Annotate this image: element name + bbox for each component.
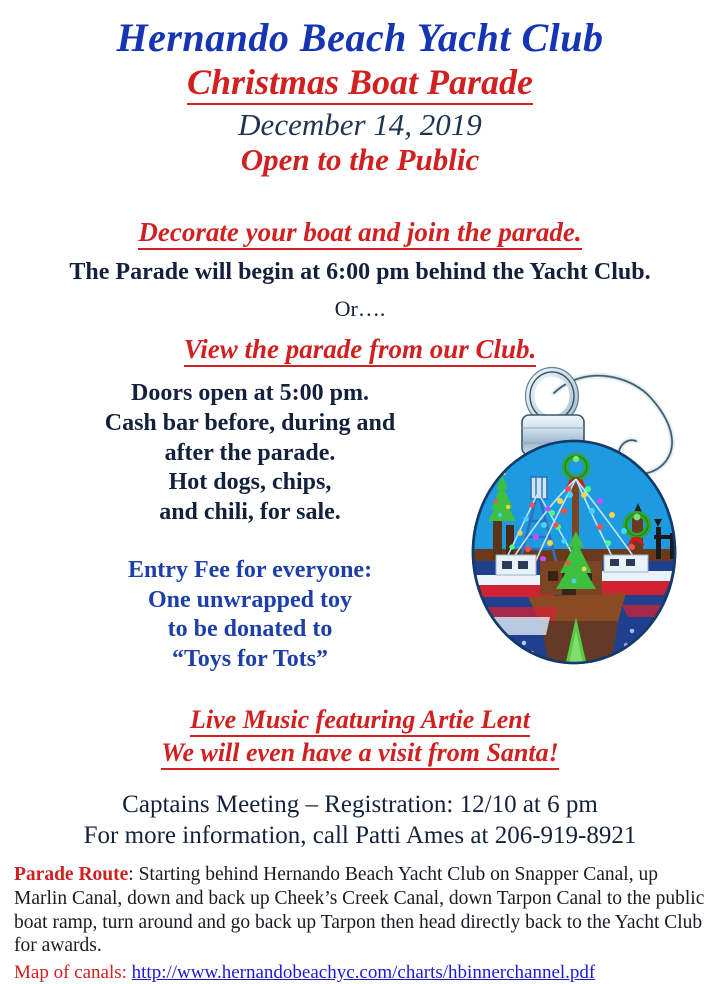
view-club-headline: [0, 334, 720, 365]
map-of-canals-label: Map of canals:: [14, 961, 132, 983]
parade-route-label: Parade Route: [14, 864, 129, 886]
or-line: Or….: [334, 296, 386, 321]
live-music-line: Live Music featuring Artie Lent: [190, 705, 530, 737]
more-information-line: For more information, call Patti Ames at 206-919-8921: [83, 821, 637, 849]
captains-meeting-line: Captains Meeting – Registration: 12/10 at 6 pm: [122, 791, 598, 819]
flyer-header: [0, 0, 720, 175]
parade-begin-line: The Parade will begin at 6:00 pm behind the Yacht Club.: [69, 259, 651, 285]
food-line-2: and chili, for sale.: [159, 499, 341, 525]
food-line-1: Hot dogs, chips,: [168, 469, 332, 496]
view-club-headline-text: View the parade from our Club.: [184, 334, 537, 367]
club-name: Hernando Beach Yacht Club: [116, 15, 604, 60]
doors-open-line: Doors open at 5:00 pm.: [131, 380, 369, 406]
event-title-text: Christmas Boat Parade: [187, 62, 533, 105]
event-title: [0, 64, 720, 100]
santa-line: We will even have a visit from Santa!: [161, 738, 558, 770]
parade-route-colon: :: [128, 864, 139, 886]
parade-route-paragraph: [14, 863, 706, 957]
cash-bar-line-2: after the parade.: [164, 439, 336, 466]
parade-route-text: Starting behind Hernando Beach Yacht Club on Snapper Canal, up Marlin Canal, down and back up Cheek’s Creek Canal, down Tarpon Canal to the public boat ramp, turn around and go back up Tarpon then head directly back to the Yacht Club for awards.: [14, 864, 705, 957]
christmas-ornament-graphic: [436, 349, 712, 689]
event-date: December 14, 2019: [238, 107, 482, 142]
contact-block: [0, 790, 720, 851]
cash-bar-line-1: Cash bar before, during and: [104, 409, 396, 436]
entry-fee-line-2: One unwrapped toy: [147, 586, 353, 613]
entry-fee-line-3: to be donated to: [167, 616, 333, 643]
details-and-graphic-row: [0, 379, 720, 699]
map-of-canals-link[interactable]: http://www.hernandobeachyc.com/charts/hbinnerchannel.pdf: [131, 961, 596, 983]
decorate-headline: [0, 217, 720, 248]
entry-fee-block: [90, 556, 410, 675]
entertainment-block: [0, 705, 720, 768]
map-of-canals-row: [14, 962, 706, 984]
club-details-block: [90, 379, 410, 528]
audience-note: Open to the Public: [240, 142, 480, 177]
entry-fee-line-4: “Toys for Tots”: [171, 646, 329, 672]
entry-fee-line-1: Entry Fee for everyone:: [127, 556, 373, 583]
decorate-headline-text: Decorate your boat and join the parade.: [138, 217, 581, 250]
details-text-column: [90, 379, 410, 675]
santa-line-wrap: [0, 738, 720, 769]
